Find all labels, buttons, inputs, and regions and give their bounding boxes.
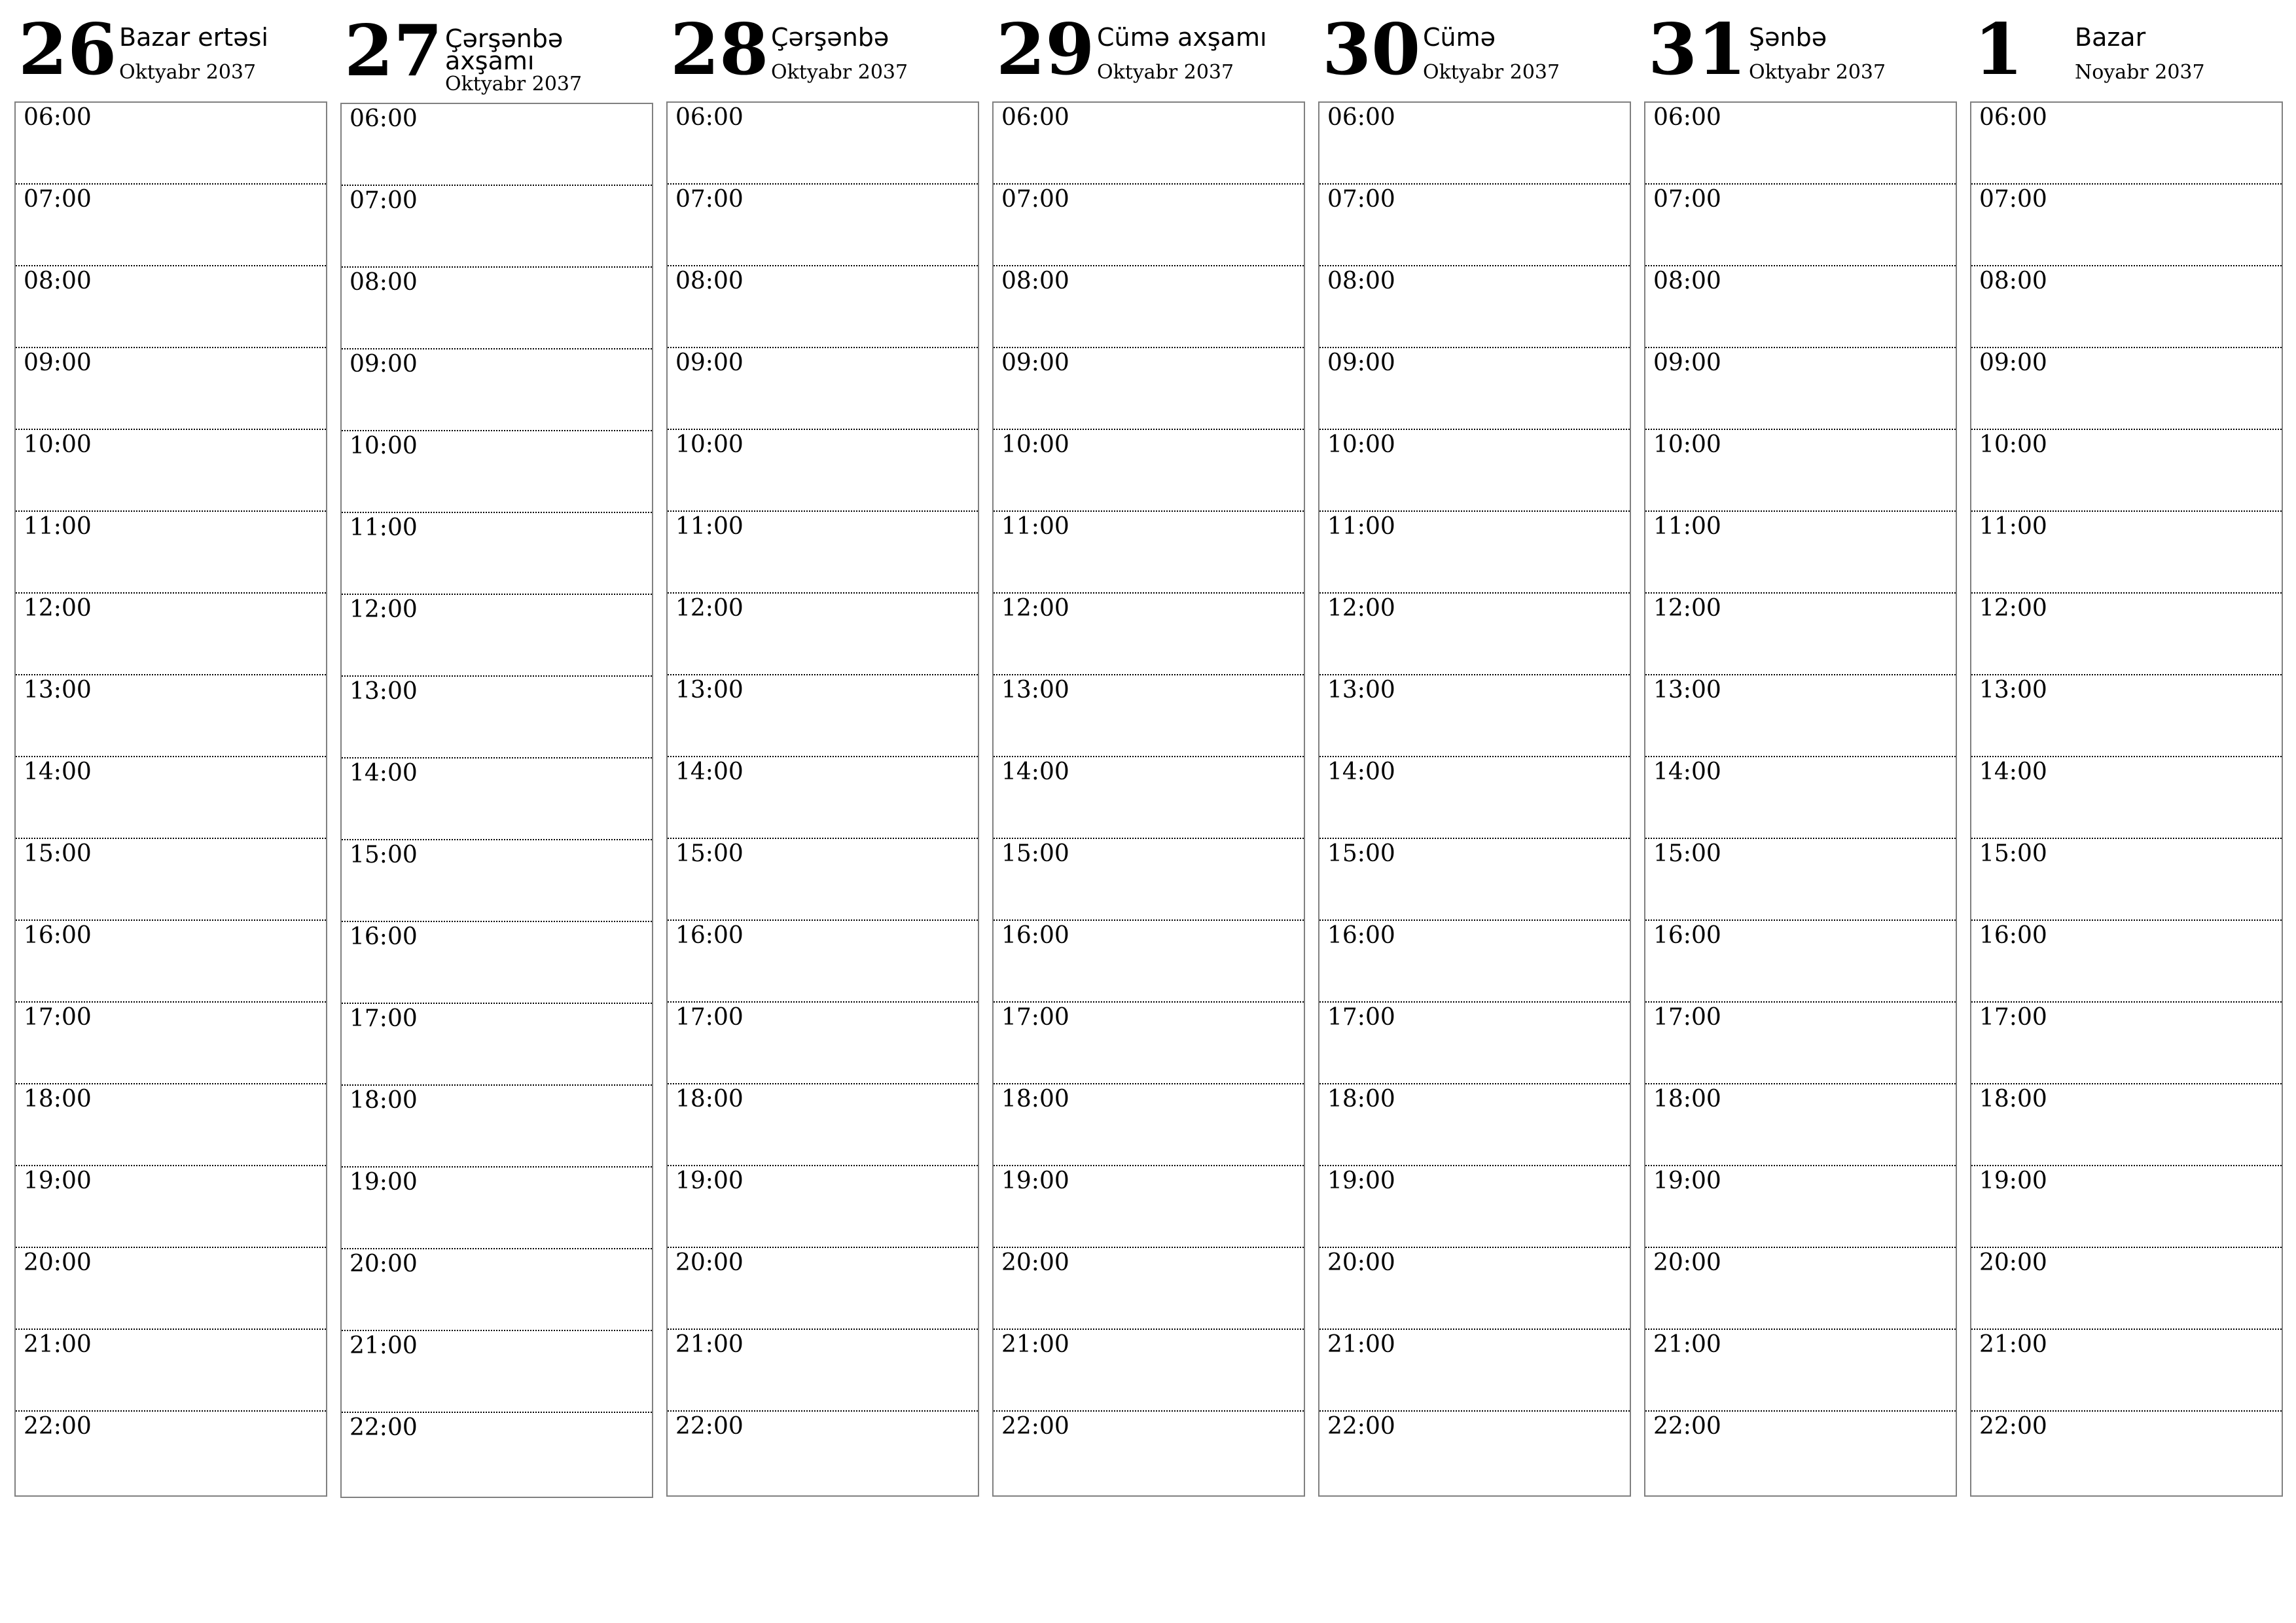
- hour-label: 20:00: [24, 1249, 92, 1276]
- hour-label: 09:00: [1979, 349, 2047, 376]
- hour-label: 19:00: [1653, 1168, 1721, 1194]
- hour-label: 14:00: [675, 758, 744, 785]
- hour-label: 18:00: [24, 1086, 92, 1113]
- hour-slot[interactable]: [16, 757, 326, 839]
- hour-slot[interactable]: [342, 513, 652, 595]
- hour-label: 12:00: [350, 596, 418, 623]
- hour-slot[interactable]: [668, 1166, 978, 1248]
- hour-slot[interactable]: [342, 595, 652, 677]
- day-header: [1318, 0, 1631, 98]
- hour-slot[interactable]: [1645, 348, 1956, 430]
- hour-slot[interactable]: [1645, 512, 1956, 594]
- hour-slot[interactable]: [342, 1331, 652, 1413]
- hour-slot[interactable]: [1971, 512, 2282, 594]
- hour-slot[interactable]: [994, 348, 1304, 430]
- hour-label: 22:00: [1001, 1413, 1069, 1440]
- hour-slot[interactable]: [342, 922, 652, 1004]
- hour-label: 20:00: [1653, 1249, 1721, 1276]
- hour-slot[interactable]: [1319, 1166, 1630, 1248]
- hour-grid: [1644, 101, 1957, 1497]
- hour-label: 13:00: [1979, 677, 2047, 704]
- hour-label: 18:00: [1327, 1086, 1395, 1113]
- hour-slot[interactable]: [342, 186, 652, 268]
- hour-label: 18:00: [350, 1087, 418, 1114]
- hour-label: 09:00: [1327, 349, 1395, 376]
- hour-slot[interactable]: [1971, 594, 2282, 675]
- hour-slot[interactable]: [1645, 1166, 1956, 1248]
- hour-slot[interactable]: [1971, 185, 2282, 266]
- hour-label: 12:00: [1001, 595, 1069, 622]
- hour-label: 13:00: [1327, 677, 1395, 704]
- hour-label: 14:00: [1327, 758, 1395, 785]
- hour-label: 06:00: [1979, 104, 2047, 131]
- hour-label: 17:00: [675, 1004, 744, 1031]
- hour-label: 19:00: [1979, 1168, 2047, 1194]
- hour-label: 08:00: [675, 268, 744, 294]
- hour-slot[interactable]: [16, 675, 326, 757]
- hour-label: 21:00: [675, 1331, 744, 1358]
- hour-slot[interactable]: [1645, 675, 1956, 757]
- hour-label: 19:00: [24, 1168, 92, 1194]
- hour-slot[interactable]: [16, 266, 326, 348]
- day-name: Bazar ertəsi: [119, 23, 268, 52]
- day-month: Oktyabr 2037: [1749, 61, 1886, 84]
- hour-label: 19:00: [675, 1168, 744, 1194]
- hour-slot[interactable]: [1645, 839, 1956, 921]
- hour-grid: [666, 101, 979, 1497]
- hour-slot[interactable]: [16, 103, 326, 185]
- hour-slot[interactable]: [1319, 1084, 1630, 1166]
- hour-label: 21:00: [1001, 1331, 1069, 1358]
- hour-label: 19:00: [1001, 1168, 1069, 1194]
- hour-slot[interactable]: [994, 1003, 1304, 1084]
- hour-slot[interactable]: [1319, 512, 1630, 594]
- hour-label: 06:00: [675, 104, 744, 131]
- hour-label: 16:00: [1001, 922, 1069, 949]
- hour-label: 20:00: [1979, 1249, 2047, 1276]
- hour-slot[interactable]: [668, 1412, 978, 1493]
- day-month: Oktyabr 2037: [771, 61, 908, 84]
- hour-label: 16:00: [1327, 922, 1395, 949]
- hour-slot[interactable]: [1645, 430, 1956, 512]
- hour-label: 22:00: [1979, 1413, 2047, 1440]
- hour-label: 11:00: [1653, 513, 1721, 540]
- hour-label: 18:00: [675, 1086, 744, 1113]
- hour-slot[interactable]: [994, 103, 1304, 185]
- hour-label: 10:00: [350, 433, 418, 459]
- hour-label: 13:00: [24, 677, 92, 704]
- hour-grid: [992, 101, 1305, 1497]
- hour-label: 15:00: [1001, 840, 1069, 867]
- day-header: [992, 0, 1305, 98]
- hour-label: 14:00: [1979, 758, 2047, 785]
- hour-label: 14:00: [24, 758, 92, 785]
- hour-label: 10:00: [675, 431, 744, 458]
- hour-slot[interactable]: [342, 1249, 652, 1331]
- hour-slot[interactable]: [342, 104, 652, 186]
- day-name: Şənbə: [1749, 23, 1827, 52]
- hour-label: 20:00: [350, 1251, 418, 1277]
- hour-slot[interactable]: [994, 839, 1304, 921]
- hour-slot[interactable]: [668, 594, 978, 675]
- hour-slot[interactable]: [1319, 839, 1630, 921]
- hour-label: 18:00: [1979, 1086, 2047, 1113]
- hour-label: 21:00: [350, 1332, 418, 1359]
- hour-slot[interactable]: [342, 349, 652, 431]
- day-number: 1: [1974, 9, 2024, 91]
- hour-slot[interactable]: [1319, 757, 1630, 839]
- hour-label: 13:00: [1001, 677, 1069, 704]
- hour-slot[interactable]: [1319, 675, 1630, 757]
- hour-slot[interactable]: [668, 675, 978, 757]
- hour-label: 21:00: [1327, 1331, 1395, 1358]
- hour-label: 16:00: [350, 923, 418, 950]
- day-name: Çərşənbə: [771, 23, 889, 52]
- hour-label: 17:00: [24, 1004, 92, 1031]
- hour-label: 16:00: [1653, 922, 1721, 949]
- hour-label: 20:00: [1327, 1249, 1395, 1276]
- hour-label: 06:00: [1001, 104, 1069, 131]
- hour-slot[interactable]: [1971, 757, 2282, 839]
- day-header: [1644, 0, 1957, 98]
- hour-slot[interactable]: [342, 1168, 652, 1249]
- hour-label: 08:00: [1001, 268, 1069, 294]
- hour-slot[interactable]: [1319, 103, 1630, 185]
- hour-label: 08:00: [1653, 268, 1721, 294]
- hour-label: 19:00: [350, 1169, 418, 1196]
- hour-label: 06:00: [1653, 104, 1721, 131]
- hour-slot[interactable]: [16, 512, 326, 594]
- hour-label: 22:00: [350, 1414, 418, 1441]
- hour-slot[interactable]: [1319, 1248, 1630, 1330]
- hour-slot[interactable]: [1645, 1084, 1956, 1166]
- day-number: 30: [1322, 9, 1421, 91]
- day-month: Oktyabr 2037: [1097, 61, 1234, 84]
- hour-slot[interactable]: [1971, 1084, 2282, 1166]
- hour-label: 08:00: [1979, 268, 2047, 294]
- hour-slot[interactable]: [1319, 921, 1630, 1003]
- day-header: [666, 0, 979, 98]
- hour-slot[interactable]: [16, 1248, 326, 1330]
- hour-label: 17:00: [1001, 1004, 1069, 1031]
- day-number: 29: [996, 9, 1095, 91]
- hour-slot[interactable]: [668, 266, 978, 348]
- day-name: Çərşənbə axşamı: [445, 24, 564, 75]
- hour-label: 07:00: [24, 186, 92, 213]
- hour-label: 07:00: [1979, 186, 2047, 213]
- hour-slot[interactable]: [342, 1004, 652, 1086]
- hour-label: 14:00: [350, 760, 418, 787]
- hour-label: 15:00: [1653, 840, 1721, 867]
- hour-slot[interactable]: [1319, 1412, 1630, 1493]
- hour-label: 17:00: [1653, 1004, 1721, 1031]
- hour-slot[interactable]: [1971, 1330, 2282, 1412]
- hour-label: 14:00: [1653, 758, 1721, 785]
- hour-label: 22:00: [24, 1413, 92, 1440]
- hour-slot[interactable]: [668, 103, 978, 185]
- hour-label: 21:00: [24, 1331, 92, 1358]
- day-number: 31: [1648, 9, 1747, 91]
- hour-slot[interactable]: [994, 1412, 1304, 1493]
- hour-slot[interactable]: [342, 1413, 652, 1495]
- hour-label: 07:00: [1327, 186, 1395, 213]
- hour-slot[interactable]: [1319, 1330, 1630, 1412]
- day-name: Cümə axşamı: [1097, 23, 1267, 52]
- hour-label: 10:00: [1653, 431, 1721, 458]
- hour-label: 21:00: [1979, 1331, 2047, 1358]
- hour-label: 09:00: [1001, 349, 1069, 376]
- hour-slot[interactable]: [16, 839, 326, 921]
- hour-grid: [1318, 101, 1631, 1497]
- hour-slot[interactable]: [1645, 594, 1956, 675]
- hour-slot[interactable]: [668, 185, 978, 266]
- hour-label: 14:00: [1001, 758, 1069, 785]
- hour-label: 15:00: [1979, 840, 2047, 867]
- hour-slot[interactable]: [1319, 185, 1630, 266]
- hour-label: 12:00: [675, 595, 744, 622]
- day-number: 27: [344, 10, 443, 92]
- hour-slot[interactable]: [1971, 348, 2282, 430]
- hour-label: 09:00: [675, 349, 744, 376]
- day-month: Oktyabr 2037: [445, 73, 583, 96]
- hour-label: 22:00: [1653, 1413, 1721, 1440]
- day-header: [1970, 0, 2283, 98]
- hour-slot[interactable]: [1645, 1003, 1956, 1084]
- hour-label: 09:00: [1653, 349, 1721, 376]
- hour-slot[interactable]: [1645, 103, 1956, 185]
- hour-label: 11:00: [350, 514, 418, 541]
- hour-slot[interactable]: [1319, 1003, 1630, 1084]
- hour-slot[interactable]: [342, 1086, 652, 1168]
- hour-label: 20:00: [1001, 1249, 1069, 1276]
- hour-label: 19:00: [1327, 1168, 1395, 1194]
- hour-label: 07:00: [350, 187, 418, 214]
- hour-label: 07:00: [675, 186, 744, 213]
- hour-slot[interactable]: [668, 1084, 978, 1166]
- hour-slot[interactable]: [16, 185, 326, 266]
- hour-label: 15:00: [675, 840, 744, 867]
- hour-slot[interactable]: [1971, 266, 2282, 348]
- hour-slot[interactable]: [668, 1248, 978, 1330]
- hour-slot[interactable]: [1971, 1412, 2282, 1493]
- hour-slot[interactable]: [994, 921, 1304, 1003]
- hour-slot[interactable]: [342, 840, 652, 922]
- hour-label: 10:00: [24, 431, 92, 458]
- hour-label: 07:00: [1653, 186, 1721, 213]
- hour-label: 12:00: [1327, 595, 1395, 622]
- hour-slot[interactable]: [1645, 1412, 1956, 1493]
- hour-label: 11:00: [675, 513, 744, 540]
- hour-label: 16:00: [675, 922, 744, 949]
- hour-slot[interactable]: [1645, 185, 1956, 266]
- hour-grid: [340, 103, 653, 1498]
- hour-slot[interactable]: [994, 1248, 1304, 1330]
- hour-slot[interactable]: [1971, 103, 2282, 185]
- hour-label: 10:00: [1001, 431, 1069, 458]
- hour-slot[interactable]: [16, 1330, 326, 1412]
- hour-slot[interactable]: [1319, 594, 1630, 675]
- day-header: [14, 0, 327, 98]
- hour-slot[interactable]: [16, 1003, 326, 1084]
- hour-label: 09:00: [24, 349, 92, 376]
- hour-label: 15:00: [1327, 840, 1395, 867]
- hour-slot[interactable]: [668, 512, 978, 594]
- hour-slot[interactable]: [994, 430, 1304, 512]
- hour-label: 11:00: [1327, 513, 1395, 540]
- hour-slot[interactable]: [1645, 921, 1956, 1003]
- hour-slot[interactable]: [1971, 921, 2282, 1003]
- hour-label: 13:00: [1653, 677, 1721, 704]
- hour-label: 13:00: [350, 678, 418, 705]
- hour-label: 06:00: [350, 105, 418, 132]
- hour-slot[interactable]: [994, 757, 1304, 839]
- hour-slot[interactable]: [1971, 1003, 2282, 1084]
- day-month: Oktyabr 2037: [1423, 61, 1560, 84]
- hour-label: 17:00: [1979, 1004, 2047, 1031]
- hour-label: 22:00: [675, 1413, 744, 1440]
- hour-slot[interactable]: [668, 348, 978, 430]
- hour-slot[interactable]: [994, 185, 1304, 266]
- hour-slot[interactable]: [16, 1412, 326, 1493]
- hour-slot[interactable]: [342, 431, 652, 513]
- hour-slot[interactable]: [16, 1084, 326, 1166]
- hour-slot[interactable]: [668, 1003, 978, 1084]
- hour-slot[interactable]: [1971, 430, 2282, 512]
- hour-slot[interactable]: [342, 268, 652, 349]
- hour-label: 22:00: [1327, 1413, 1395, 1440]
- hour-slot[interactable]: [1319, 430, 1630, 512]
- hour-slot[interactable]: [994, 512, 1304, 594]
- hour-label: 17:00: [1327, 1004, 1395, 1031]
- hour-label: 06:00: [24, 104, 92, 131]
- hour-label: 11:00: [24, 513, 92, 540]
- hour-slot[interactable]: [342, 758, 652, 840]
- day-name: Cümə: [1423, 23, 1496, 52]
- hour-slot[interactable]: [1971, 839, 2282, 921]
- hour-slot[interactable]: [668, 839, 978, 921]
- hour-slot[interactable]: [994, 266, 1304, 348]
- hour-label: 11:00: [1979, 513, 2047, 540]
- day-name: Bazar: [2075, 23, 2146, 52]
- hour-label: 08:00: [350, 269, 418, 296]
- hour-label: 16:00: [1979, 922, 2047, 949]
- hour-label: 09:00: [350, 351, 418, 378]
- hour-slot[interactable]: [1645, 266, 1956, 348]
- hour-slot[interactable]: [342, 677, 652, 758]
- hour-slot[interactable]: [1319, 348, 1630, 430]
- hour-slot[interactable]: [994, 594, 1304, 675]
- hour-slot[interactable]: [16, 921, 326, 1003]
- hour-slot[interactable]: [668, 430, 978, 512]
- hour-label: 12:00: [1653, 595, 1721, 622]
- hour-label: 12:00: [1979, 595, 2047, 622]
- hour-label: 21:00: [1653, 1331, 1721, 1358]
- hour-label: 12:00: [24, 595, 92, 622]
- hour-slot[interactable]: [1971, 1166, 2282, 1248]
- hour-slot[interactable]: [1645, 1248, 1956, 1330]
- hour-label: 07:00: [1001, 186, 1069, 213]
- hour-slot[interactable]: [668, 1330, 978, 1412]
- hour-slot[interactable]: [16, 430, 326, 512]
- hour-slot[interactable]: [668, 757, 978, 839]
- day-month: Oktyabr 2037: [119, 61, 257, 84]
- hour-slot[interactable]: [16, 348, 326, 430]
- hour-slot[interactable]: [994, 675, 1304, 757]
- hour-label: 08:00: [24, 268, 92, 294]
- hour-label: 18:00: [1001, 1086, 1069, 1113]
- hour-label: 06:00: [1327, 104, 1395, 131]
- hour-label: 08:00: [1327, 268, 1395, 294]
- hour-slot[interactable]: [994, 1084, 1304, 1166]
- hour-slot[interactable]: [1319, 266, 1630, 348]
- hour-label: 18:00: [1653, 1086, 1721, 1113]
- hour-slot[interactable]: [1645, 1330, 1956, 1412]
- hour-label: 15:00: [350, 842, 418, 868]
- hour-label: 10:00: [1327, 431, 1395, 458]
- hour-slot[interactable]: [1645, 757, 1956, 839]
- day-header: [340, 1, 653, 99]
- hour-label: 17:00: [350, 1005, 418, 1032]
- hour-slot[interactable]: [668, 921, 978, 1003]
- hour-grid: [1970, 101, 2283, 1497]
- hour-slot[interactable]: [994, 1330, 1304, 1412]
- day-number: 28: [670, 9, 769, 91]
- day-month: Noyabr 2037: [2075, 61, 2205, 84]
- hour-label: 13:00: [675, 677, 744, 704]
- hour-slot[interactable]: [994, 1166, 1304, 1248]
- hour-slot[interactable]: [16, 1166, 326, 1248]
- hour-slot[interactable]: [16, 594, 326, 675]
- hour-label: 11:00: [1001, 513, 1069, 540]
- hour-grid: [14, 101, 327, 1497]
- hour-label: 20:00: [675, 1249, 744, 1276]
- hour-slot[interactable]: [1971, 675, 2282, 757]
- hour-slot[interactable]: [1971, 1248, 2282, 1330]
- hour-label: 16:00: [24, 922, 92, 949]
- hour-label: 10:00: [1979, 431, 2047, 458]
- hour-label: 15:00: [24, 840, 92, 867]
- day-number: 26: [18, 9, 117, 91]
